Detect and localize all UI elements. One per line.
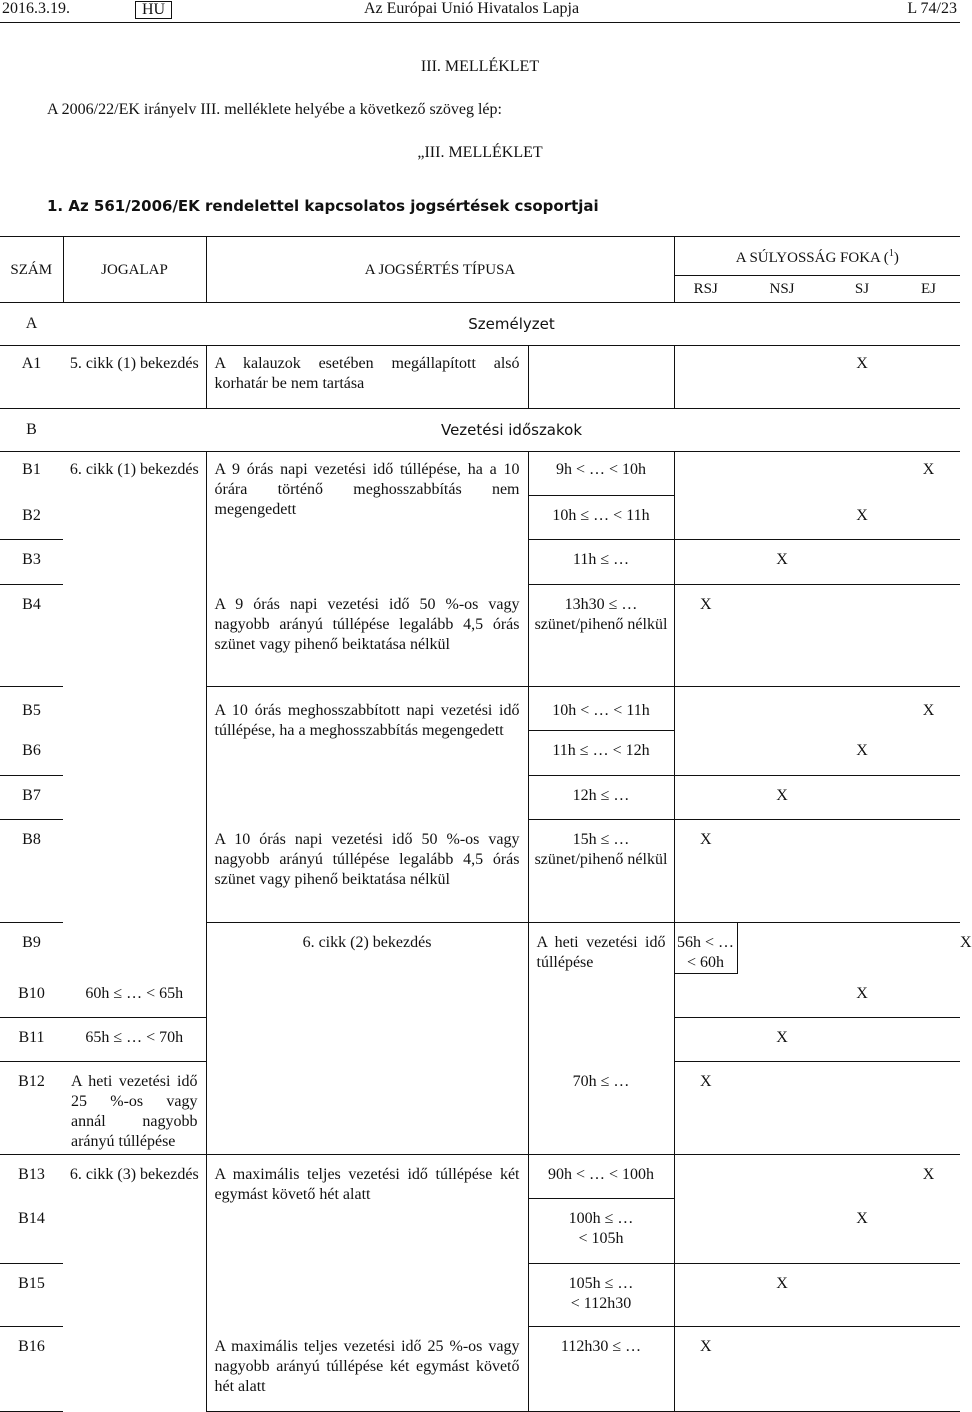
- row-ej: [897, 1199, 960, 1264]
- group-code: A: [0, 303, 63, 346]
- row-ej: [897, 1264, 960, 1327]
- group-title: Személyzet: [63, 303, 960, 346]
- row-rsj: [674, 1199, 737, 1264]
- row-sj: [827, 687, 897, 731]
- row-mark: X: [737, 540, 827, 585]
- row-legal-basis: 5. cikk (1) bekezdés: [63, 346, 206, 409]
- row-condition: 12h ≤ …: [528, 776, 674, 820]
- condition-line: < 105h: [578, 1230, 624, 1247]
- row-code: B11: [0, 1018, 63, 1062]
- row-mark: X: [922, 702, 935, 719]
- row-condition: [528, 820, 674, 923]
- row-mark: X: [674, 585, 737, 687]
- row-sj: [827, 540, 897, 585]
- row-mark: X: [922, 461, 935, 478]
- group-title: Vezetési időszakok: [63, 409, 960, 452]
- row-mark: X: [827, 731, 897, 776]
- page-header: [0, 0, 960, 22]
- row-nsj: [737, 1199, 827, 1264]
- row-sj: [827, 776, 897, 820]
- header-rule: [0, 22, 960, 23]
- group-row-a: [0, 303, 960, 346]
- row-rsj: [674, 776, 737, 820]
- row-code: B9: [22, 934, 41, 951]
- table-row: [0, 1155, 960, 1199]
- annex-quote: „III. MELLÉKLET: [417, 144, 543, 161]
- header-lang-box: [135, 1, 172, 19]
- row-rsj: [674, 1018, 737, 1062]
- row-mark: X: [737, 776, 827, 820]
- row-ej: [897, 540, 960, 585]
- violations-table: [0, 236, 972, 1412]
- row-legal-basis: 6. cikk (1) bekezdés: [63, 452, 206, 974]
- intro-text: A 2006/22/EK irányelv III. melléklete helyébe a következő szöveg lép:: [47, 101, 502, 118]
- row-mark: X: [827, 346, 897, 409]
- row-nsj: [827, 923, 897, 974]
- row-mark: X: [922, 1166, 935, 1183]
- row-code: B8: [0, 820, 63, 923]
- col-jogalap: JOGALAP: [63, 237, 206, 303]
- table-header-row: [0, 237, 960, 276]
- row-code: B3: [0, 540, 63, 585]
- row-description: A maximális teljes vezetési idő 25 %-os vagy nagyobb arányú túllépése két egymást követő hét alatt: [206, 1327, 528, 1412]
- sulyossag-end: ): [893, 250, 899, 266]
- col-szam: SZÁM: [0, 237, 63, 303]
- row-ej: [897, 496, 960, 540]
- row-sj: [827, 820, 897, 923]
- row-code: B5: [22, 702, 41, 719]
- col-ej: EJ: [897, 276, 960, 303]
- row-condition: [528, 346, 674, 409]
- row-condition: 90h < … < 100h: [528, 1155, 674, 1199]
- row-condition: [528, 1199, 674, 1264]
- row-sj: [827, 1062, 897, 1155]
- row-code: B12: [0, 1062, 63, 1155]
- row-ej: [897, 820, 960, 923]
- row-rsj: [674, 1264, 737, 1327]
- row-condition: 11h ≤ …: [528, 540, 674, 585]
- group-row-b: [0, 409, 960, 452]
- row-code: B15: [0, 1264, 63, 1327]
- row-description: A 9 órás napi vezetési idő 50 %-os vagy nagyobb arányú túllépése legalább 4,5 órás szünet vagy pihenő beiktatása nélkül: [206, 585, 528, 687]
- row-description: A maximális teljes vezetési idő túllépése két egymást követő hét alatt: [206, 1155, 528, 1327]
- row-nsj: [737, 731, 827, 776]
- row-rsj: [674, 346, 737, 409]
- row-ej: [897, 974, 960, 1018]
- row-rsj: [674, 1155, 737, 1199]
- row-condition: 9h < … < 10h: [528, 452, 674, 496]
- row-rsj: [674, 496, 737, 540]
- header-date: 2016.3.19.: [2, 0, 70, 17]
- condition-line: 15h ≤ …: [572, 831, 630, 848]
- row-sj: [827, 1264, 897, 1327]
- row-description: A 10 órás napi vezetési idő 50 %-os vagy nagyobb arányú túllépése legalább 4,5 órás szünet vagy pihenő beiktatása nélkül: [206, 820, 528, 923]
- condition-line: < 112h30: [570, 1295, 632, 1312]
- row-condition: [528, 1264, 674, 1327]
- row-nsj: [737, 496, 827, 540]
- group-code: B: [0, 409, 63, 452]
- table-row: [0, 346, 960, 409]
- condition-line: szünet/pihenő nélkül: [534, 851, 668, 868]
- footnote-ref: 1: [888, 248, 894, 259]
- row-nsj: [737, 585, 827, 687]
- row-ej: [897, 585, 960, 687]
- row-rsj: [737, 923, 827, 974]
- sulyossag-label: A SÚLYOSSÁG FOKA (: [735, 250, 889, 266]
- condition-line: 13h30 ≤ …: [564, 596, 638, 613]
- row-code: B14: [0, 1199, 63, 1264]
- row-description: A heti vezetési idő túllépése: [528, 923, 674, 1062]
- row-condition: 60h ≤ … < 65h: [63, 974, 206, 1018]
- row-description: A heti vezetési idő 25 %-os vagy annál nagyobb arányú túllépése: [63, 1062, 206, 1155]
- row-code: B13: [18, 1166, 45, 1183]
- row-nsj: [737, 1327, 827, 1412]
- row-ej: [897, 346, 960, 409]
- row-nsj: [737, 974, 827, 1018]
- header-page: L 74/23: [907, 0, 957, 17]
- row-description: A 9 órás napi vezetési idő túllépése, ha a 10 órára történő meghosszabbítás nem megengedett: [206, 452, 528, 585]
- row-ej: [897, 1327, 960, 1412]
- row-rsj: [674, 452, 737, 496]
- row-nsj: [737, 687, 827, 731]
- row-mark: X: [674, 820, 737, 923]
- section-heading: 1. Az 561/2006/EK rendelettel kapcsolatos jogsértések csoportjai: [47, 197, 599, 215]
- row-description: A kalauzok esetében megállapított alsó korhatár be nem tartása: [206, 346, 528, 409]
- row-rsj: [674, 974, 737, 1018]
- row-code: B7: [0, 776, 63, 820]
- row-ej: [897, 776, 960, 820]
- header-lang: HU: [135, 1, 172, 19]
- row-nsj: [737, 452, 827, 496]
- row-sj: [827, 452, 897, 496]
- table-row: [0, 452, 960, 496]
- col-tipus: A JOGSÉRTÉS TÍPUSA: [206, 237, 674, 303]
- row-mark: X: [674, 1327, 737, 1412]
- row-rsj: [674, 687, 737, 731]
- condition-line: szünet/pihenő nélkül: [534, 616, 668, 633]
- row-code: B1: [22, 461, 41, 478]
- row-description: A 10 órás meghosszabbított napi vezetési idő túllépése, ha a meghosszabbítás megengedett: [206, 687, 528, 820]
- row-ej: [897, 731, 960, 776]
- col-rsj: RSJ: [674, 276, 737, 303]
- row-mark: X: [737, 1264, 827, 1327]
- col-sj: SJ: [827, 276, 897, 303]
- row-nsj: [737, 1155, 827, 1199]
- row-nsj: [737, 820, 827, 923]
- row-condition: 70h ≤ …: [528, 1062, 674, 1155]
- annex-title: III. MELLÉKLET: [420, 58, 540, 75]
- row-code: B10: [0, 974, 63, 1018]
- row-condition: 11h ≤ … < 12h: [528, 731, 674, 776]
- row-nsj: [737, 1062, 827, 1155]
- row-mark: X: [737, 1018, 827, 1062]
- row-mark: X: [827, 496, 897, 540]
- col-sulyossag: [674, 237, 960, 276]
- row-condition: 10h < … < 11h: [528, 687, 674, 731]
- row-condition: [528, 585, 674, 687]
- row-condition: 56h < … < 60h: [674, 923, 737, 974]
- row-mark: X: [674, 1062, 737, 1155]
- table-row: B9 6. cikk (2) bekezdés A heti vezetési idő túllépése 56h < … < 60h X: [0, 923, 960, 974]
- row-code: A1: [0, 346, 63, 409]
- row-sj: [827, 1155, 897, 1199]
- row-sj: [827, 1018, 897, 1062]
- row-sj: [827, 585, 897, 687]
- row-condition: 10h ≤ … < 11h: [528, 496, 674, 540]
- row-nsj: [737, 346, 827, 409]
- row-sj: [897, 923, 960, 974]
- row-mark: X: [827, 974, 897, 1018]
- row-code: B16: [0, 1327, 63, 1412]
- row-legal-basis: 6. cikk (3) bekezdés: [63, 1155, 206, 1412]
- condition-line: 105h ≤ …: [568, 1275, 634, 1292]
- row-code: B6: [0, 731, 63, 776]
- row-rsj: [674, 731, 737, 776]
- row-sj: [827, 1327, 897, 1412]
- header-journal: Az Európai Unió Hivatalos Lapja: [364, 0, 580, 17]
- row-condition: 65h ≤ … < 70h: [63, 1018, 206, 1062]
- row-rsj: [674, 540, 737, 585]
- col-nsj: NSJ: [737, 276, 827, 303]
- row-code: B2: [0, 496, 63, 540]
- condition-line: 100h ≤ …: [568, 1210, 634, 1227]
- row-ej: [897, 1018, 960, 1062]
- row-ej: [897, 1062, 960, 1155]
- row-condition: 112h30 ≤ …: [528, 1327, 674, 1412]
- row-legal-basis: 6. cikk (2) bekezdés: [206, 923, 528, 1155]
- row-code: B4: [0, 585, 63, 687]
- row-mark: X: [827, 1199, 897, 1264]
